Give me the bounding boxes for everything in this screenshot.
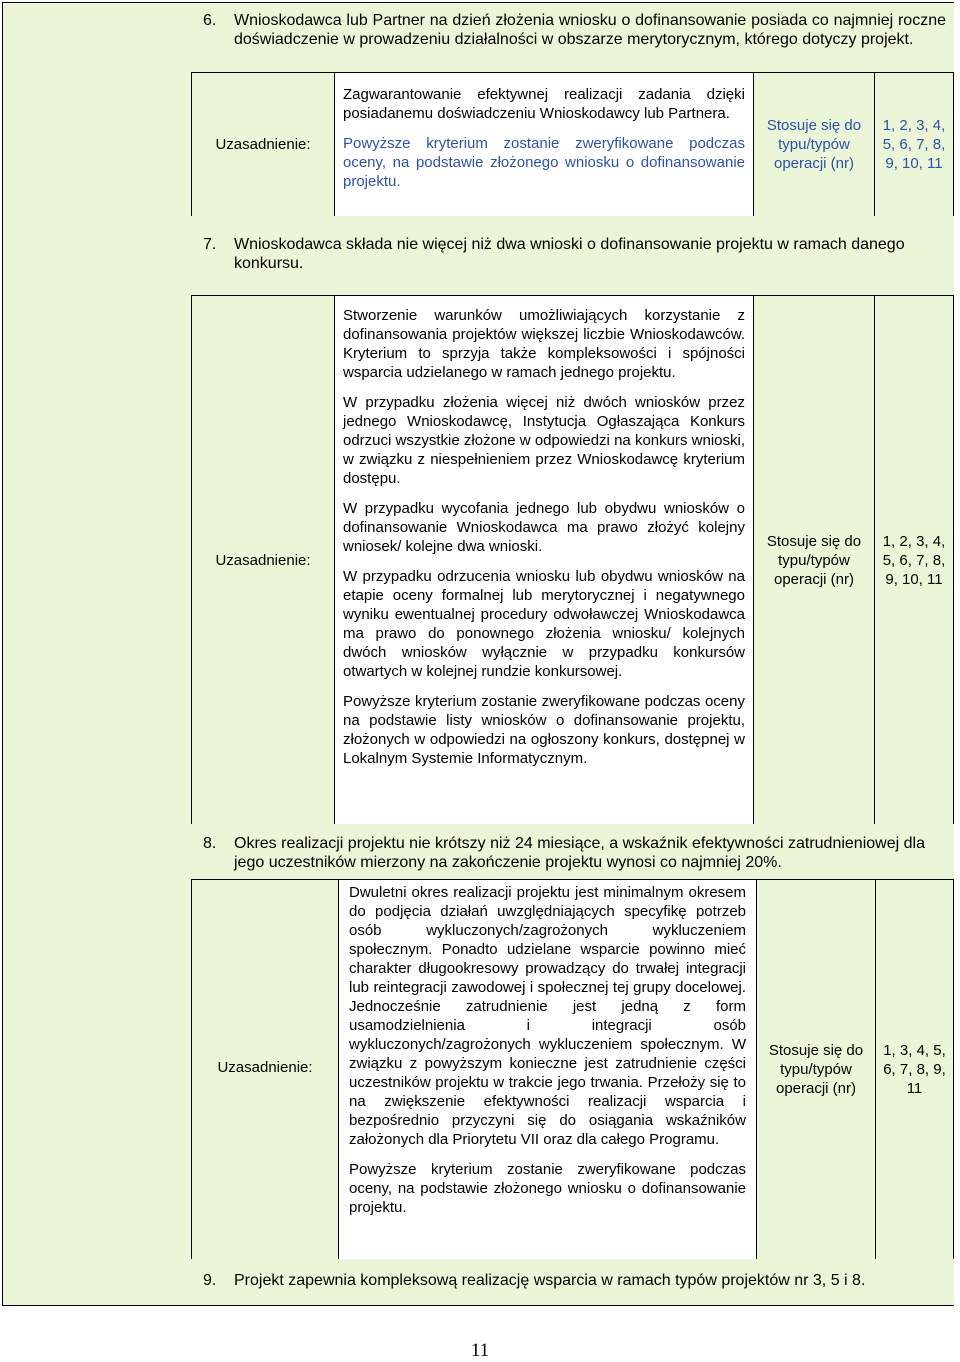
justification-paragraph: W przypadku wycofania jednego lub obydwu wniosków o dofinansowanie Wnioskodawca ma prawo złożyć kolejny wniosek/ kolejne dwa wnioski. <box>343 500 745 555</box>
criterion-text: Wnioskodawca składa nie więcej niż dwa wnioski o dofinansowanie projektu w ramach danego konkursu. <box>234 236 905 272</box>
justification-paragraph: Stworzenie warunków umożliwiających korzystanie z dofinansowania projektów większej liczbie Wnioskodawców. Kryterium to sprzyja także kompleksowości i spójności wsparcia udzielanego w ramach jednego projektu. <box>343 307 745 381</box>
criterion-8-label-cell <box>191 879 339 1260</box>
criterion-text: Wnioskodawca lub Partner na dzień złożenia wniosku o dofinansowanie posiada co najmniej roczne doświadczenie w prowadzeniu działalności w obszarze merytorycznym, którego dotyczy projekt. <box>234 12 946 48</box>
justification-label: Uzasadnienie: <box>215 552 311 569</box>
criterion-7-justification <box>334 295 754 825</box>
justification-paragraph: Zagwarantowanie efektywnej realizacji zadania dzięki posiadanemu doświadczeniu Wnioskodawcy lub Partnera. <box>343 86 745 122</box>
criterion-number: 6. <box>203 12 217 29</box>
criterion-7-applies-cell <box>753 295 875 825</box>
applies-to-label: Stosuje się do typu/typów operacji (nr) <box>766 532 862 588</box>
criterion-8-types-cell <box>875 879 954 1260</box>
criterion-number: 8. <box>203 835 217 852</box>
justification-label: Uzasadnienie: <box>215 136 311 153</box>
left-margin-column <box>3 3 192 1305</box>
criterion-8-applies-cell <box>756 879 876 1260</box>
criterion-8-header <box>191 824 954 880</box>
applies-to-label: Stosuje się do typu/typów operacji (nr) <box>768 1042 864 1097</box>
justification-paragraph: W przypadku odrzucenia wniosku lub obydwu wniosków na etapie oceny formalnej lub merytorycznej i negatywnego wyniku ewentualnej procedury odwoławczej Wnioskodawca ma prawo do ponownego złożenia wniosku/ kolejnych dwóch wniosków wyłącznie w przypadku konkursów otwartych w kolejnej rundzie konkursowej. <box>343 568 745 680</box>
justification-label: Uzasadnienie: <box>217 1059 313 1076</box>
applies-to-label: Stosuje się do typu/typów operacji (nr) <box>766 117 862 172</box>
justification-paragraph: W przypadku złożenia więcej niż dwóch wniosków przez jednego Wnioskodawcę, Instytucja Ogłaszająca Konkurs odrzuci wszystkie złożone w odpowiedzi na konkurs wnioski, w związku z niespełnieniem przez Wnioskodawcę kryterium dostępu. <box>343 394 745 487</box>
page-number: 11 <box>470 1340 490 1361</box>
criterion-number: 7. <box>203 236 217 253</box>
criterion-6-label-cell <box>191 72 335 217</box>
criterion-text: Okres realizacji projektu nie krótszy niż 24 miesiące, a wskaźnik efektywności zatrudnieniowej dla jego uczestników mierzony na zakończenie projektu wynosi co najmniej 20%. <box>234 835 925 871</box>
criterion-8-justification <box>338 879 757 1260</box>
criterion-6-applies-cell <box>753 72 875 217</box>
criterion-7-types-cell <box>874 295 954 825</box>
criterion-number: 9. <box>203 1272 217 1289</box>
operation-types: 1, 3, 4, 5, 6, 7, 8, 9, 11 <box>883 1042 946 1097</box>
criterion-6-justification <box>334 72 754 217</box>
justification-paragraph: Powyższe kryterium zostanie zweryfikowane podczas oceny na podstawie listy wniosków o dofinansowanie projektu, złożonych w odpowiedzi na ogłoszony konkurs, dostępnej w Lokalnym Systemie Informatycznym. <box>343 693 745 767</box>
justification-paragraph: Powyższe kryterium zostanie zweryfikowane podczas oceny, na podstawie złożonego wniosku o dofinansowanie projektu. <box>349 1161 746 1216</box>
criterion-6-types-cell <box>874 72 954 217</box>
criterion-text: Projekt zapewnia kompleksową realizację wsparcia w ramach typów projektów nr 3, 5 i 8. <box>234 1272 866 1289</box>
justification-paragraph: Dwuletni okres realizacji projektu jest minimalnym okresem do podjęcia działań uwzględniających specyfikę potrzeb osób wykluczonych/zagrożonych wykluczeniem społecznym. Ponadto udzielane wsparcie powinno mieć charakter długookresowy prowadzący do trwałej integracji lub reintegracji zawodowej i społecznej tej grupy docelowej. Jednocześnie zatrudnienie jest jedną z form usamodzielnienia i integracji osób wykluczonych/zagrożonych wykluczeniem społecznym. W związku z powyższym konieczne jest zatrudnienie części uczestników projektu w trakcie jego trwania. Przełoży się to na zwiększenie efektywności realizacji wsparcia i bezpośrednio przyczyni się do osiągania wskaźników założonych dla Priorytetu VII oraz dla całego Programu. <box>349 884 746 1148</box>
criterion-9-header <box>191 1259 954 1305</box>
criterion-6-header <box>191 3 954 73</box>
justification-paragraph: Powyższe kryterium zostanie zweryfikowane podczas oceny, na podstawie złożonego wniosku o dofinansowanie projektu. <box>343 135 745 190</box>
operation-types: 1, 2, 3, 4, 5, 6, 7, 8, 9, 10, 11 <box>882 532 946 588</box>
operation-types: 1, 2, 3, 4, 5, 6, 7, 8, 9, 10, 11 <box>882 117 946 172</box>
criterion-7-label-cell <box>191 295 335 825</box>
criterion-7-header <box>191 216 954 296</box>
